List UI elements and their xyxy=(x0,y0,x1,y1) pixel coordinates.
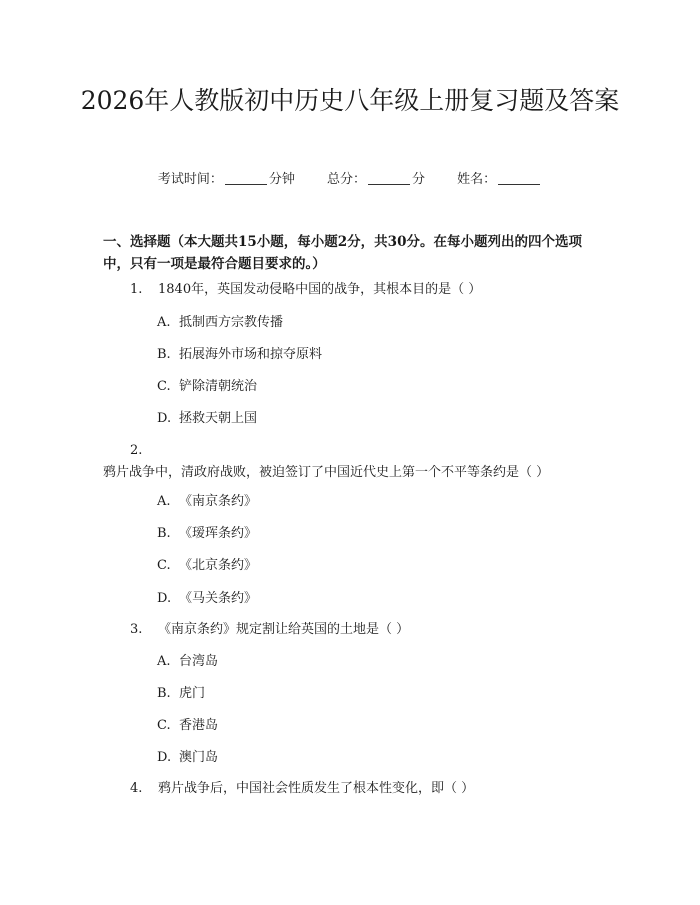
question-number: 2. xyxy=(130,443,143,458)
question-2-option-d xyxy=(157,589,257,609)
exam-time-unit: 分钟 xyxy=(268,172,295,187)
question-2-option-c xyxy=(157,556,257,576)
option-letter: D. xyxy=(157,750,172,765)
option-text: 《北京条约》 xyxy=(179,558,258,573)
option-text: 拯救天朝上国 xyxy=(179,411,258,426)
question-3-option-c xyxy=(157,716,218,736)
option-letter: D. xyxy=(157,411,172,426)
question-1-option-d xyxy=(157,409,257,429)
question-text: 《南京条约》规定割让给英国的土地是（ ） xyxy=(158,622,410,637)
question-3 xyxy=(103,619,603,641)
option-letter: C. xyxy=(157,718,171,733)
option-text: 《瑷珲条约》 xyxy=(179,526,258,541)
option-text: 《马关条约》 xyxy=(179,591,258,606)
student-name-blank xyxy=(498,172,540,185)
exam-meta-line xyxy=(0,168,700,187)
question-number: 1. xyxy=(130,282,143,297)
option-letter: B. xyxy=(157,347,171,362)
total-score-blank xyxy=(368,172,410,185)
option-letter: B. xyxy=(157,526,171,541)
option-letter: A. xyxy=(157,494,171,509)
exam-time-label: 考试时间： xyxy=(157,172,223,187)
question-1-option-c xyxy=(157,377,257,397)
option-text: 铲除清朝统治 xyxy=(179,379,258,394)
exam-time-blank xyxy=(225,172,267,185)
question-1-option-b xyxy=(157,345,322,365)
option-text: 虎门 xyxy=(179,686,206,701)
question-number: 4. xyxy=(130,781,143,796)
question-text: 1840年，英国发动侵略中国的战争，其根本目的是（ ） xyxy=(158,282,482,297)
question-3-option-a xyxy=(157,652,218,672)
option-letter: C. xyxy=(157,379,171,394)
student-name-label: 姓名： xyxy=(457,172,497,187)
option-letter: B. xyxy=(157,686,171,701)
question-1-option-a xyxy=(157,313,283,333)
option-text: 香港岛 xyxy=(179,718,219,733)
option-letter: A. xyxy=(157,654,171,669)
question-2-option-b xyxy=(157,524,257,544)
option-letter: D. xyxy=(157,591,172,606)
option-text: 抵制西方宗教传播 xyxy=(179,315,284,330)
question-text: 鸦片战争后，中国社会性质发生了根本性变化，即（ ） xyxy=(158,781,475,796)
option-text: 澳门岛 xyxy=(179,750,219,765)
total-score-field xyxy=(327,172,429,187)
question-4 xyxy=(103,778,603,800)
question-1 xyxy=(103,279,603,301)
question-3-option-d xyxy=(157,748,218,768)
question-2 xyxy=(103,440,603,484)
option-letter: C. xyxy=(157,558,171,573)
question-number: 3. xyxy=(130,622,143,637)
question-3-option-b xyxy=(157,684,205,704)
section-heading: 一、选择题（本大题共15小题，每小题2分，共30分。在每小题列出的四个选项中，只有一项是最符合题目要求的。） xyxy=(103,234,582,272)
exam-time-field xyxy=(158,172,299,187)
option-text: 拓展海外市场和掠夺原料 xyxy=(179,347,323,362)
option-text: 台湾岛 xyxy=(179,654,219,669)
option-letter: A. xyxy=(157,315,171,330)
document-title: 2026年人教版初中历史八年级上册复习题及答案 xyxy=(80,86,620,115)
question-2-option-a xyxy=(157,492,257,512)
student-name-field xyxy=(457,172,542,187)
total-score-unit: 分 xyxy=(412,172,426,187)
total-score-label: 总分： xyxy=(326,172,366,187)
question-text: 鸦片战争中，清政府战败，被迫签订了中国近代史上第一个不平等条约是（ ） xyxy=(103,465,550,480)
option-text: 《南京条约》 xyxy=(179,494,258,509)
